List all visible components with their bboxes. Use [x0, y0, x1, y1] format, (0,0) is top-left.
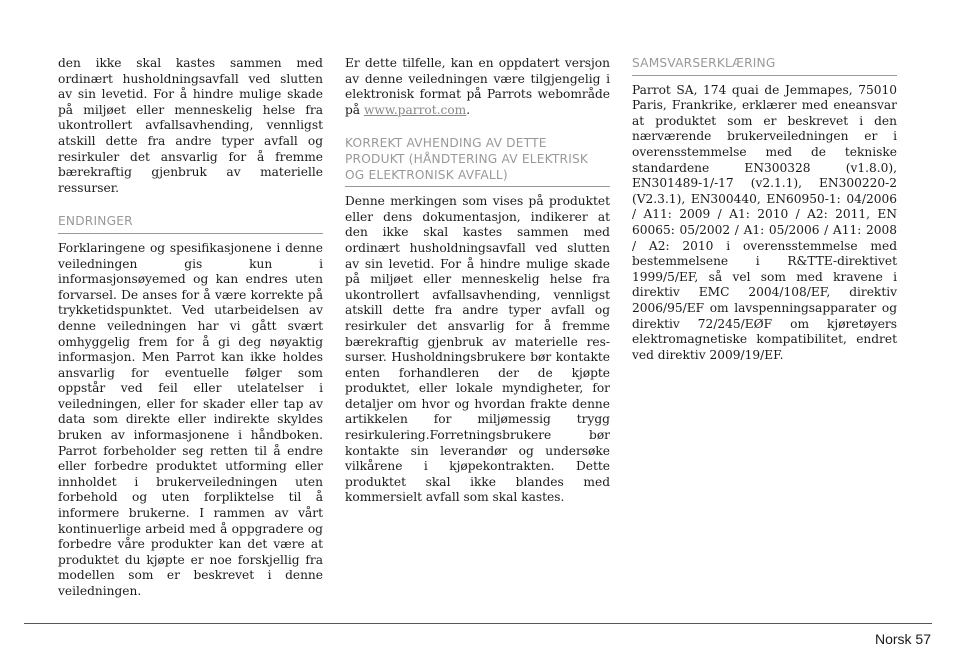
- heading-korrekt-avhending: KORREKT AVHENDING AV DETTE PRODUKT (HÅNDTERING AV ELEKTRISK OG ELEKTRONISK AVFALL): [345, 136, 610, 187]
- heading-endringer: ENDRINGER: [58, 214, 323, 234]
- updated-version-text-end: .: [466, 102, 471, 117]
- korrekt-avhending-text: Denne merkingen som vises på produktet eller dens dokumentasjon, indikerer at den ikke skal kastes sammen med ordinært husholdningsavfall ved slutten av sin levetid. For å hindre mulige skade på miljøet eller menneskelig helse fra ukontrollert avfallsavhending, vennligst atskill dette fra andre typer avfall og resirkuler det ansvarlig for å fremme bærekraftig gjenbruk av materielle res-surser. Husholdningsbrukere bør kontakte enten forhandleren der de kjøpte produktet, eller lokale myndigheter, for detaljer om hvor og hvordan frakte denne artikkelen for miljømessig trygg resirkulering.Forretningsbrukere bør kontakte sin leverandør og undersøke vilkårene i kjøpekontrakten. Dette produktet skal ikke blandes med kommersielt avfall som skal kastes.: [345, 194, 610, 505]
- parrot-website-link[interactable]: www.parrot.com: [363, 102, 467, 117]
- endringer-text: Forklaringene og spesifikasjonene i denne veiledningen gis kun i informasjonsøyemed og kan endres uten forvarsel. De anses for å være korrekte på trykketidspunktet. Ved utarbeidelsen av denne veiledningen har vi gått svært omhyggelig frem for å gi deg nøyaktig informasjon. Men Parrot kan ikke holdes ansvarlig for eventuelle følger som oppstår ved feil eller utelatelser i veiledningen, eller for skader eller tap av data som direkte eller indirekte skyldes bruken av informasjonene i håndboken. Parrot forbeholder seg retten til å endre eller forbedre produktet utforming eller innholdet i brukerveiledningen uten forbehold og uten forpliktelse til å informere brukerne. I rammen av vårt kontinuerlige arbeid med å oppgradere og forbedre våre produkter kan det være at produktet du kjøpte er noe forskjellig fra modellen som er beskrevet i denne veiledningen.: [58, 240, 323, 598]
- column-middle: [345, 56, 610, 506]
- column-right: [632, 56, 897, 363]
- heading-samsvarserklaering: SAMSVARSERKLÆRING: [632, 56, 897, 76]
- footer-divider: [24, 623, 932, 624]
- samsvarserklaering-text: Parrot SA, 174 quai de Jemmapes, 75010 Paris, Frankrike, erklærer med eneansvar at produktet som er beskrevet i den nærværende brukerveiledningen er i overensstemmelse med de tekniske standardene EN300328 (v1.8.0), EN301489-1/-17 (v2.1.1), EN300220-2 (V2.3.1), EN300440, EN60950-1: 04/2006 / A11: 2009 / A1: 2010 / A2: 2011, EN 60065: 05/2002 / A1: 05/2006 / A11: 2008 / A2: 2010 i overensstemmelse med bestemmelsene i R&TTE-direktivet 1999/5/EF, så vel som med kravene i direktiv EMC 2004/108/EF, direktiv 2006/95/EF om lavspenningsapparater og direktiv 72/245/EØF om kjøretøyers elektromagnetiske kompatibilitet, endret ved direktiv 2009/19/EF.: [632, 82, 897, 362]
- updated-version-text-start: Er dette tilfelle, kan en oppdatert versjon av denne veiledningen være tilgjengelig i elektronisk format på Parrots webområde på: [345, 56, 610, 117]
- updated-version-text: [345, 56, 610, 118]
- column-left: [58, 56, 323, 600]
- disposal-continued-text: den ikke skal kastes sammen med ordinært husholdningsavfall ved slutten av sin levetid. For å hindre mulige skade på miljøet eller menneskelig helse fra ukontrollert avfallsavhending, vennligst atskill dette fra andre typer avfall og resirkuler det ansvarlig for å fremme bærekraftig gjenbruk av materielle ressurser.: [58, 56, 323, 195]
- page-number: Norsk 57: [874, 631, 931, 647]
